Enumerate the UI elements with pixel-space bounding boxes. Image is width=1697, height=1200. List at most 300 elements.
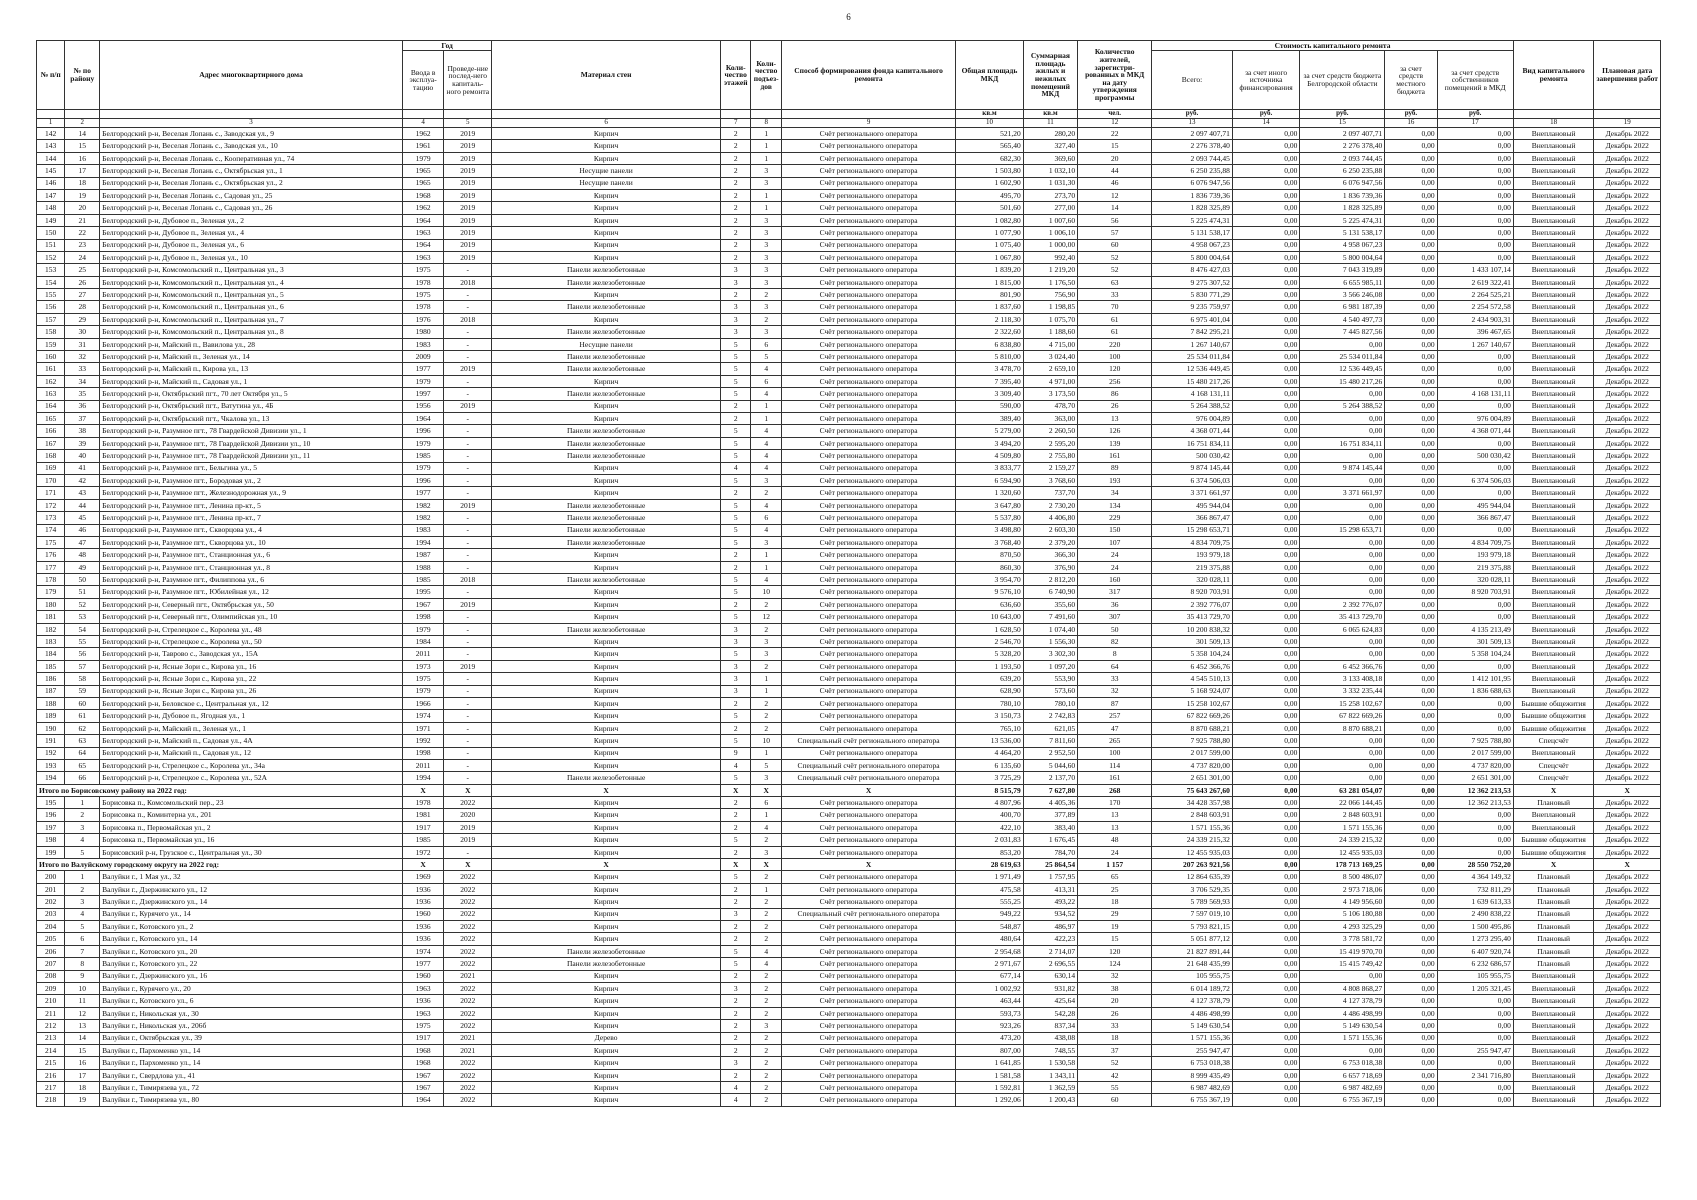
table-cell: 126 <box>1078 425 1152 437</box>
table-cell: 0,00 <box>1385 747 1437 759</box>
table-cell: 107 <box>1078 536 1152 548</box>
table-cell: Внеплановый <box>1513 499 1594 511</box>
table-cell: Счёт регионального оператора <box>781 189 955 201</box>
table-cell: 7 925 788,80 <box>1152 735 1233 747</box>
table-cell: 5 <box>720 611 750 623</box>
table-cell: 2 392 776,07 <box>1152 598 1233 610</box>
table-cell: 1965 <box>402 165 443 177</box>
subtotal-cell: 63 281 054,07 <box>1300 784 1385 796</box>
table-cell: 366 867,47 <box>1437 512 1513 524</box>
table-cell: 0,00 <box>1437 400 1513 412</box>
table-cell: Внеплановый <box>1513 1069 1594 1081</box>
table-cell: 4 168 131,11 <box>1437 388 1513 400</box>
table-cell: Специальный счёт регионального оператора <box>781 772 955 784</box>
table-cell: Панели железобетонные <box>492 437 721 449</box>
table-cell: 0,00 <box>1232 326 1300 338</box>
table-cell: 2 434 903,31 <box>1437 313 1513 325</box>
table-cell: 976 004,89 <box>1152 412 1233 424</box>
table-cell: Белгородский р-н, Веселая Лопань с., Октябрьская ул., 1 <box>100 165 403 177</box>
table-cell: 44 <box>1078 165 1152 177</box>
header-deadline: Плановая дата завершения работ <box>1594 41 1661 110</box>
table-cell: Панели железобетонные <box>492 388 721 400</box>
table-cell: 154 <box>37 276 65 288</box>
table-cell: 495 944,04 <box>1152 499 1233 511</box>
table-cell: 3 332 235,44 <box>1300 685 1385 697</box>
table-cell: 0,00 <box>1385 945 1437 957</box>
table-cell: 0,00 <box>1385 276 1437 288</box>
table-cell: Кирпич <box>492 821 721 833</box>
table-cell: 273,70 <box>1023 189 1077 201</box>
table-cell: Декабрь 2022 <box>1594 189 1661 201</box>
table-cell: 255 947,47 <box>1152 1044 1233 1056</box>
subtotal-cell: X <box>492 784 721 796</box>
table-cell: Внеплановый <box>1513 412 1594 424</box>
table-cell: Панели железобетонные <box>492 363 721 375</box>
table-cell: 0,00 <box>1437 722 1513 734</box>
table-cell: 15 480 217,26 <box>1152 375 1233 387</box>
table-cell: 2019 <box>444 189 492 201</box>
table-cell: - <box>444 375 492 387</box>
table-cell: Счёт регионального оператора <box>781 697 955 709</box>
table-cell: Счёт регионального оператора <box>781 412 955 424</box>
table-row <box>37 474 1661 486</box>
table-cell: 1977 <box>402 363 443 375</box>
table-cell: - <box>444 512 492 524</box>
table-cell: 30 <box>65 326 100 338</box>
table-cell: 1 433 107,14 <box>1437 264 1513 276</box>
table-cell: 5 830 771,29 <box>1152 289 1233 301</box>
table-cell: 0,00 <box>1437 251 1513 263</box>
table-cell: Счёт регионального оператора <box>781 685 955 697</box>
table-cell: 0,00 <box>1385 871 1437 883</box>
table-cell: 0,00 <box>1232 450 1300 462</box>
table-cell: Счёт регионального оператора <box>781 660 955 672</box>
table-cell: 0,00 <box>1385 400 1437 412</box>
table-cell: 7 445 827,56 <box>1300 326 1385 338</box>
table-cell: 0,00 <box>1232 524 1300 536</box>
table-cell: 18 <box>1078 1032 1152 1044</box>
table-cell: Декабрь 2022 <box>1594 995 1661 1007</box>
table-cell: Счёт регионального оператора <box>781 487 955 499</box>
table-cell: 0,00 <box>1437 524 1513 536</box>
table-cell: Белгородский р-н, Ясные Зори с., Кирова ул., 16 <box>100 660 403 672</box>
table-cell: 170 <box>1078 797 1152 809</box>
table-row <box>37 846 1661 858</box>
table-cell: Белгородский р-н, Стрелецкое с., Королева ул., 48 <box>100 623 403 635</box>
table-cell: Кирпич <box>492 412 721 424</box>
table-cell: 21 648 435,99 <box>1152 958 1233 970</box>
table-cell: Плановый <box>1513 945 1594 957</box>
table-cell: - <box>444 338 492 350</box>
table-cell: Кирпич <box>492 970 721 982</box>
table-cell: 1936 <box>402 883 443 895</box>
table-cell: Валуйки г., Курячего ул., 14 <box>100 908 403 920</box>
table-cell: 3 <box>751 1020 781 1032</box>
table-cell: 923,26 <box>956 1020 1024 1032</box>
column-number: 10 <box>956 119 1024 128</box>
table-cell: 48 <box>65 549 100 561</box>
table-cell: 4 <box>720 1082 750 1094</box>
table-cell: Счёт регионального оператора <box>781 450 955 462</box>
table-cell: 2 651 301,00 <box>1152 772 1233 784</box>
table-cell: 2 <box>720 1044 750 1056</box>
table-cell: 134 <box>1078 499 1152 511</box>
table-cell: Белгородский р-н, Северный пгт., Олимпийская ул., 10 <box>100 611 403 623</box>
table-cell: 5 <box>720 338 750 350</box>
table-cell: 22 066 144,45 <box>1300 797 1385 809</box>
table-cell: 2018 <box>444 313 492 325</box>
table-cell: 2 <box>720 809 750 821</box>
table-cell: 301 509,13 <box>1152 636 1233 648</box>
table-cell: 0,00 <box>1385 921 1437 933</box>
table-cell: Валуйки г., Котовского ул., 6 <box>100 995 403 1007</box>
table-cell: Внеплановый <box>1513 251 1594 263</box>
table-cell: 149 <box>37 214 65 226</box>
table-cell: - <box>444 289 492 301</box>
table-cell: Декабрь 2022 <box>1594 586 1661 598</box>
table-cell: Внеплановый <box>1513 660 1594 672</box>
table-cell: 1 267 140,67 <box>1437 338 1513 350</box>
table-cell: 24 339 215,32 <box>1300 834 1385 846</box>
table-cell: Белгородский р-н, Веселая Лопань с., Садовая ул., 25 <box>100 189 403 201</box>
table-cell: 3 173,50 <box>1023 388 1077 400</box>
table-cell: 1968 <box>402 1044 443 1056</box>
table-cell: 1975 <box>402 1020 443 1032</box>
table-cell: 0,00 <box>1232 673 1300 685</box>
table-cell: 6 <box>751 338 781 350</box>
table-cell: Внеплановый <box>1513 549 1594 561</box>
table-cell: 3 371 661,97 <box>1152 487 1233 499</box>
table-cell: Декабрь 2022 <box>1594 598 1661 610</box>
table-cell: Валуйки г., Котовского ул., 2 <box>100 921 403 933</box>
table-cell: 52 <box>1078 251 1152 263</box>
table-cell: 20 <box>65 202 100 214</box>
table-cell: Счёт регионального оператора <box>781 747 955 759</box>
table-cell: 807,00 <box>956 1044 1024 1056</box>
table-cell: 8 500 486,07 <box>1300 871 1385 883</box>
table-cell: 0,00 <box>1232 388 1300 400</box>
table-cell: 26 <box>1078 400 1152 412</box>
table-cell: 105 955,75 <box>1437 970 1513 982</box>
table-cell: Панели железобетонные <box>492 772 721 784</box>
table-cell: 5 149 630,54 <box>1300 1020 1385 1032</box>
table-cell: 780,10 <box>956 697 1024 709</box>
table-row <box>37 970 1661 982</box>
table-row <box>37 982 1661 994</box>
table-cell: 1979 <box>402 375 443 387</box>
table-cell: 0,00 <box>1232 1020 1300 1032</box>
table-row <box>37 1007 1661 1019</box>
table-cell: Внеплановый <box>1513 1057 1594 1069</box>
table-cell: Борисовка п., Первомайская ул., 16 <box>100 834 403 846</box>
table-cell: 327,40 <box>1023 140 1077 152</box>
table-cell: 3 <box>751 301 781 313</box>
table-cell: Декабрь 2022 <box>1594 177 1661 189</box>
table-cell: 1 836 739,36 <box>1300 189 1385 201</box>
table-cell: 0,00 <box>1232 165 1300 177</box>
table-cell: Кирпич <box>492 883 721 895</box>
table-cell: 6 987 482,69 <box>1152 1082 1233 1094</box>
table-cell: 37 <box>1078 1044 1152 1056</box>
table-cell: 5 <box>720 735 750 747</box>
table-cell: 0,00 <box>1385 759 1437 771</box>
table-cell: 0,00 <box>1232 462 1300 474</box>
table-cell: 6 987 482,69 <box>1300 1082 1385 1094</box>
table-cell: 4 293 325,29 <box>1300 921 1385 933</box>
table-cell: 784,70 <box>1023 846 1077 858</box>
table-cell: 6 065 624,83 <box>1300 623 1385 635</box>
table-cell: 2 <box>720 289 750 301</box>
table-cell: Счёт регионального оператора <box>781 227 955 239</box>
subtotal-cell: X <box>751 859 781 871</box>
table-cell: Борисовка п., Комсомольский пер., 23 <box>100 797 403 809</box>
table-cell: 0,00 <box>1437 487 1513 499</box>
table-row <box>37 1069 1661 1081</box>
table-cell: 2 <box>720 549 750 561</box>
table-cell: 317 <box>1078 586 1152 598</box>
table-cell: 0,00 <box>1300 648 1385 660</box>
table-cell: Бывшие общежития <box>1513 722 1594 734</box>
column-number: 4 <box>402 119 443 128</box>
table-cell: Валуйки г., Котовского ул., 20 <box>100 945 403 957</box>
table-row <box>37 536 1661 548</box>
table-cell: Декабрь 2022 <box>1594 351 1661 363</box>
table-cell: 2 <box>751 697 781 709</box>
table-cell: 2020 <box>444 809 492 821</box>
table-cell: 166 <box>37 425 65 437</box>
table-cell: 198 <box>37 834 65 846</box>
table-cell: - <box>444 301 492 313</box>
table-cell: Счёт регионального оператора <box>781 363 955 375</box>
unit-cell: руб. <box>1152 110 1233 119</box>
table-cell: Кирпич <box>492 487 721 499</box>
table-cell: 6 076 947,56 <box>1300 177 1385 189</box>
table-cell: 0,00 <box>1232 896 1300 908</box>
table-cell: 15 258 102,67 <box>1300 697 1385 709</box>
table-row <box>37 351 1661 363</box>
table-cell: - <box>444 351 492 363</box>
table-cell: Декабрь 2022 <box>1594 549 1661 561</box>
table-cell: 2 <box>720 1020 750 1032</box>
header-total-area: Общая площадь МКД <box>956 41 1024 110</box>
table-cell: 4 540 497,73 <box>1300 313 1385 325</box>
table-cell: 10 <box>751 586 781 598</box>
table-cell: 48 <box>1078 834 1152 846</box>
table-cell: 3 <box>720 264 750 276</box>
table-cell: 32 <box>65 351 100 363</box>
table-cell: Внеплановый <box>1513 821 1594 833</box>
table-cell: 3 <box>720 623 750 635</box>
column-number: 7 <box>720 119 750 128</box>
column-number: 17 <box>1437 119 1513 128</box>
table-cell: 0,00 <box>1232 499 1300 511</box>
table-cell: 183 <box>37 636 65 648</box>
table-cell: 0,00 <box>1385 1044 1437 1056</box>
page-number: 6 <box>846 12 851 22</box>
table-cell: 3 <box>751 165 781 177</box>
table-cell: Кирпич <box>492 611 721 623</box>
table-cell: 0,00 <box>1437 152 1513 164</box>
table-cell: 801,90 <box>956 289 1024 301</box>
table-cell: 422,23 <box>1023 933 1077 945</box>
table-cell: - <box>444 524 492 536</box>
table-cell: 2 696,55 <box>1023 958 1077 970</box>
table-cell: Валуйки г., Пархоменко ул., 14 <box>100 1044 403 1056</box>
table-cell: 152 <box>37 251 65 263</box>
table-cell: 5 <box>720 499 750 511</box>
table-cell: 174 <box>37 524 65 536</box>
table-cell: Белгородский р-н, Майский п., Кирова ул., 13 <box>100 363 403 375</box>
table-cell: 0,00 <box>1232 797 1300 809</box>
table-cell: Внеплановый <box>1513 202 1594 214</box>
table-cell: 196 <box>37 809 65 821</box>
table-cell: 0,00 <box>1300 772 1385 784</box>
table-cell: Декабрь 2022 <box>1594 1069 1661 1081</box>
table-cell: 1 757,95 <box>1023 871 1077 883</box>
table-cell: 66 <box>65 772 100 784</box>
table-cell: 0,00 <box>1232 276 1300 288</box>
table-cell: Валуйки г., Никольская ул., 206б <box>100 1020 403 1032</box>
table-cell: Белгородский р-н, Стрелецкое с., Королева ул., 50 <box>100 636 403 648</box>
table-cell: 0,00 <box>1385 574 1437 586</box>
table-cell: Декабрь 2022 <box>1594 1020 1661 1032</box>
table-cell: 34 428 357,98 <box>1152 797 1233 809</box>
table-cell: Декабрь 2022 <box>1594 636 1661 648</box>
table-cell: 6 452 366,76 <box>1152 660 1233 672</box>
table-cell: 2022 <box>444 1069 492 1081</box>
table-cell: 5 <box>720 945 750 957</box>
table-cell: Декабрь 2022 <box>1594 462 1661 474</box>
table-cell: 211 <box>37 1007 65 1019</box>
table-cell: Счёт регионального оператора <box>781 896 955 908</box>
table-cell: 3 768,60 <box>1023 474 1077 486</box>
table-cell: 0,00 <box>1232 722 1300 734</box>
table-cell: - <box>444 623 492 635</box>
table-cell: Декабрь 2022 <box>1594 326 1661 338</box>
table-cell: Внеплановый <box>1513 598 1594 610</box>
table-cell: Счёт регионального оператора <box>781 338 955 350</box>
table-cell: 2022 <box>444 1020 492 1032</box>
table-cell: Внеплановый <box>1513 450 1594 462</box>
table-cell: 143 <box>37 140 65 152</box>
table-cell: 15 <box>1078 933 1152 945</box>
table-cell: 2 619 322,41 <box>1437 276 1513 288</box>
table-cell: 201 <box>37 883 65 895</box>
table-row <box>37 883 1661 895</box>
table-cell: Декабрь 2022 <box>1594 759 1661 771</box>
subtotal-cell: X <box>751 784 781 796</box>
table-row <box>37 685 1661 697</box>
table-cell: 4 509,80 <box>956 450 1024 462</box>
table-cell: Кирпич <box>492 128 721 140</box>
table-cell: Декабрь 2022 <box>1594 722 1661 734</box>
table-cell: 2 <box>720 177 750 189</box>
table-cell: 0,00 <box>1385 512 1437 524</box>
table-cell: 5 810,00 <box>956 351 1024 363</box>
table-cell: 0,00 <box>1232 536 1300 548</box>
table-cell: Счёт регионального оператора <box>781 264 955 276</box>
table-cell: 38 <box>1078 982 1152 994</box>
table-cell: 3 <box>65 896 100 908</box>
table-cell: 5 <box>720 772 750 784</box>
table-cell: 20 <box>1078 152 1152 164</box>
unit-cell <box>781 110 955 119</box>
table-cell: 1960 <box>402 970 443 982</box>
table-cell: 0,00 <box>1385 425 1437 437</box>
table-cell: 3 768,40 <box>956 536 1024 548</box>
table-cell: Спецсчёт <box>1513 759 1594 771</box>
table-cell: 1 362,59 <box>1023 1082 1077 1094</box>
table-cell: 4 <box>751 499 781 511</box>
table-cell: Внеплановый <box>1513 128 1594 140</box>
table-row <box>37 412 1661 424</box>
table-cell: Счёт регионального оператора <box>781 561 955 573</box>
table-cell: 0,00 <box>1437 363 1513 375</box>
table-cell: 0,00 <box>1300 338 1385 350</box>
table-cell: Декабрь 2022 <box>1594 685 1661 697</box>
table-cell: 53 <box>65 611 100 623</box>
table-cell: Счёт регионального оператора <box>781 921 955 933</box>
table-cell: 2 <box>751 896 781 908</box>
table-cell: Белгородский р-н, Северный пгт., Октябрьская ул., 50 <box>100 598 403 610</box>
table-cell: Декабрь 2022 <box>1594 1057 1661 1069</box>
table-cell: 142 <box>37 128 65 140</box>
table-cell: Кирпич <box>492 549 721 561</box>
table-cell: Счёт регионального оператора <box>781 958 955 970</box>
table-cell: 8 <box>65 958 100 970</box>
table-cell: Счёт регионального оператора <box>781 301 955 313</box>
table-cell: 190 <box>37 722 65 734</box>
table-cell: 60 <box>65 697 100 709</box>
table-cell: Счёт регионального оператора <box>781 462 955 474</box>
table-cell: 4 <box>751 574 781 586</box>
table-cell: 0,00 <box>1232 512 1300 524</box>
table-cell: Внеплановый <box>1513 474 1594 486</box>
table-cell: 3 <box>720 636 750 648</box>
column-number: 13 <box>1152 119 1233 128</box>
table-cell: 1 837,60 <box>956 301 1024 313</box>
table-cell: Плановый <box>1513 883 1594 895</box>
table-cell: Счёт регионального оператора <box>781 140 955 152</box>
table-cell: 2019 <box>444 128 492 140</box>
table-row <box>37 524 1661 536</box>
table-cell: Плановый <box>1513 871 1594 883</box>
unit-cell <box>492 110 721 119</box>
table-cell: 3 <box>751 846 781 858</box>
table-row <box>37 499 1661 511</box>
table-cell: 160 <box>1078 574 1152 586</box>
table-cell: 12 864 635,39 <box>1152 871 1233 883</box>
table-cell: 1 628,50 <box>956 623 1024 635</box>
table-cell: 4 <box>751 524 781 536</box>
table-cell: 636,60 <box>956 598 1024 610</box>
table-cell: 160 <box>37 351 65 363</box>
table-cell: Белгородский р-н, Майский п., Зеленая ул., 1 <box>100 722 403 734</box>
table-row <box>37 462 1661 474</box>
table-cell: 0,00 <box>1232 598 1300 610</box>
table-cell: 0,00 <box>1385 1082 1437 1094</box>
table-cell: 2 490 838,22 <box>1437 908 1513 920</box>
table-cell: 7 925 788,80 <box>1437 735 1513 747</box>
table-cell: 1 205 321,45 <box>1437 982 1513 994</box>
table-cell: 0,00 <box>1232 177 1300 189</box>
table-cell: 0,00 <box>1385 958 1437 970</box>
table-cell: 124 <box>1078 958 1152 970</box>
table-cell: 0,00 <box>1232 871 1300 883</box>
table-cell: Белгородский р-н, Комсомольский п., Центральная ул., 6 <box>100 301 403 313</box>
table-cell: Декабрь 2022 <box>1594 846 1661 858</box>
column-number: 19 <box>1594 119 1661 128</box>
